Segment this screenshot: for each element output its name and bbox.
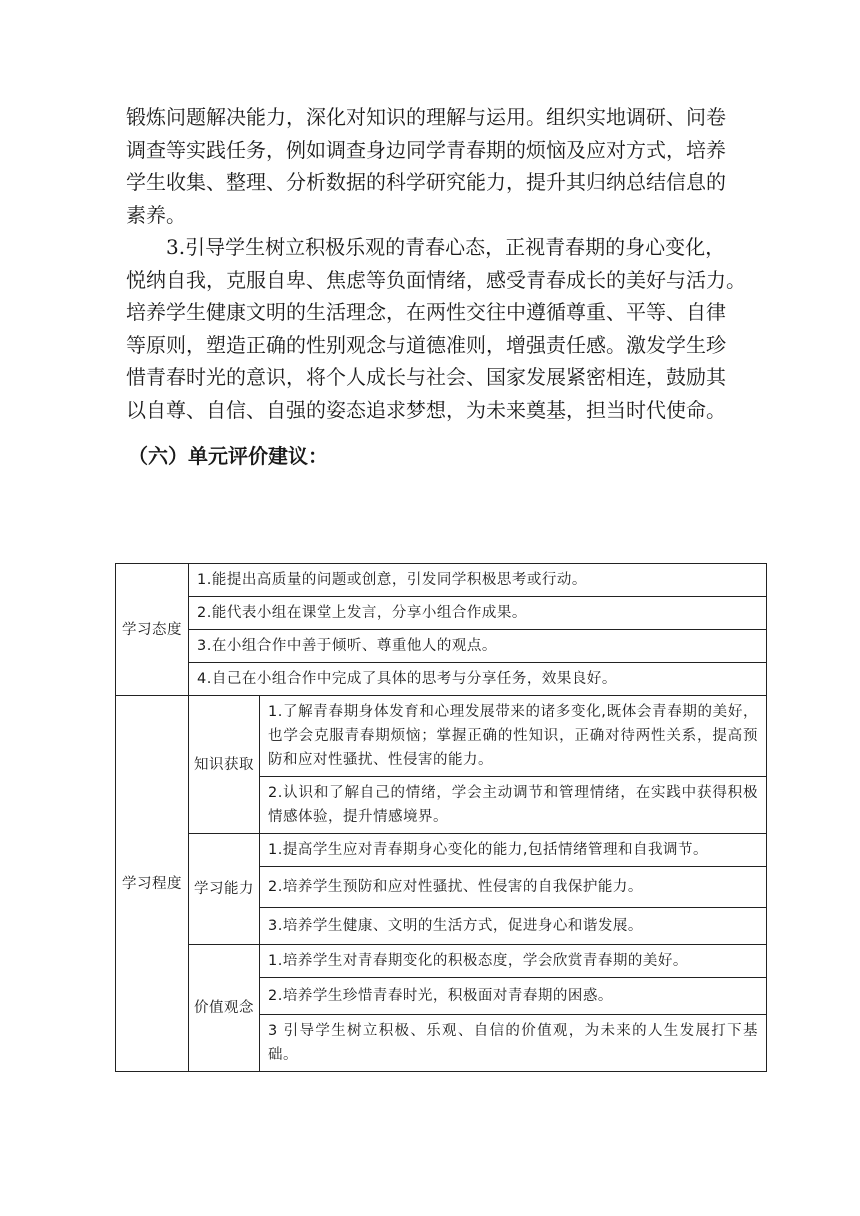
criterion-cell: 3 引导学生树立积极、乐观、自信的价值观，为未来的人生发展打下基础。 bbox=[260, 1015, 767, 1072]
criterion-cell: 1.提高学生应对青春期身心变化的能力,包括情绪管理和自我调节。 bbox=[260, 834, 767, 867]
criterion-cell: 2.能代表小组在课堂上发言，分享小组合作成果。 bbox=[189, 597, 767, 630]
body-text bbox=[126, 101, 762, 426]
criterion-cell: 4.自己在小组合作中完成了具体的思考与分享任务，效果良好。 bbox=[189, 663, 767, 696]
body-paragraph-2: 3.引导学生树立积极乐观的青春心态，正视青春期的身心变化， 悦纳自我，克服自卑、焦虑等负面情绪，感受青春成长的美好与活力。 培养学生健康文明的生活理念，在两性交往中遵循尊重、平等、自律 等原则，塑造正确的性别观念与道德准则，增强责任感。激发学生珍 惜青春时光的意识，将个人成长与社会、国家发展紧密相连，鼓励其 以自尊、自信、自强的姿态追求梦想，为未来奠基，担当时代使命。 bbox=[126, 235, 746, 422]
subcategory-cell-knowledge: 知识获取 bbox=[189, 696, 260, 834]
criterion-cell: 3.培养学生健康、文明的生活方式，促进身心和谐发展。 bbox=[260, 908, 767, 945]
criterion-cell: 2.认识和了解自己的情绪，学会主动调节和管理情绪，在实践中获得积极情感体验，提升情感境界。 bbox=[260, 777, 767, 834]
table-row bbox=[116, 630, 767, 663]
criterion-cell: 2.培养学生预防和应对性骚扰、性侵害的自我保护能力。 bbox=[260, 867, 767, 908]
table-row bbox=[116, 945, 767, 978]
subcategory-cell-values: 价值观念 bbox=[189, 945, 260, 1072]
section-heading: （六）单元评价建议： bbox=[128, 444, 328, 468]
body-paragraph-1: 锻炼问题解决能力，深化对知识的理解与运用。组织实地调研、问卷 调查等实践任务，例如调查身边同学青春期的烦恼及应对方式，培养 学生收集、整理、分析数据的科学研究能力，提升其归纳总结信息的 素养。 bbox=[126, 105, 726, 227]
table-row bbox=[116, 663, 767, 696]
criterion-cell: 1.培养学生对青春期变化的积极态度，学会欣赏青春期的美好。 bbox=[260, 945, 767, 978]
table-row bbox=[116, 564, 767, 597]
table-row bbox=[116, 696, 767, 777]
criterion-cell: 1.了解青春期身体发育和心理发展带来的诸多变化,既体会青春期的美好，也学会克服青春期烦恼；掌握正确的性知识，正确对待两性关系，提高预防和应对性骚扰、性侵害的能力。 bbox=[260, 696, 767, 777]
criterion-cell: 3.在小组合作中善于倾听、尊重他人的观点。 bbox=[189, 630, 767, 663]
table-row bbox=[116, 834, 767, 867]
criterion-cell: 2.培养学生珍惜青春时光，积极面对青春期的困惑。 bbox=[260, 978, 767, 1015]
subcategory-cell-ability: 学习能力 bbox=[189, 834, 260, 945]
table-row bbox=[116, 597, 767, 630]
category-cell-degree: 学习程度 bbox=[116, 696, 189, 1072]
category-cell-attitude: 学习态度 bbox=[116, 564, 189, 696]
criterion-cell: 1.能提出高质量的问题或创意，引发同学积极思考或行动。 bbox=[189, 564, 767, 597]
evaluation-table bbox=[115, 563, 767, 1072]
